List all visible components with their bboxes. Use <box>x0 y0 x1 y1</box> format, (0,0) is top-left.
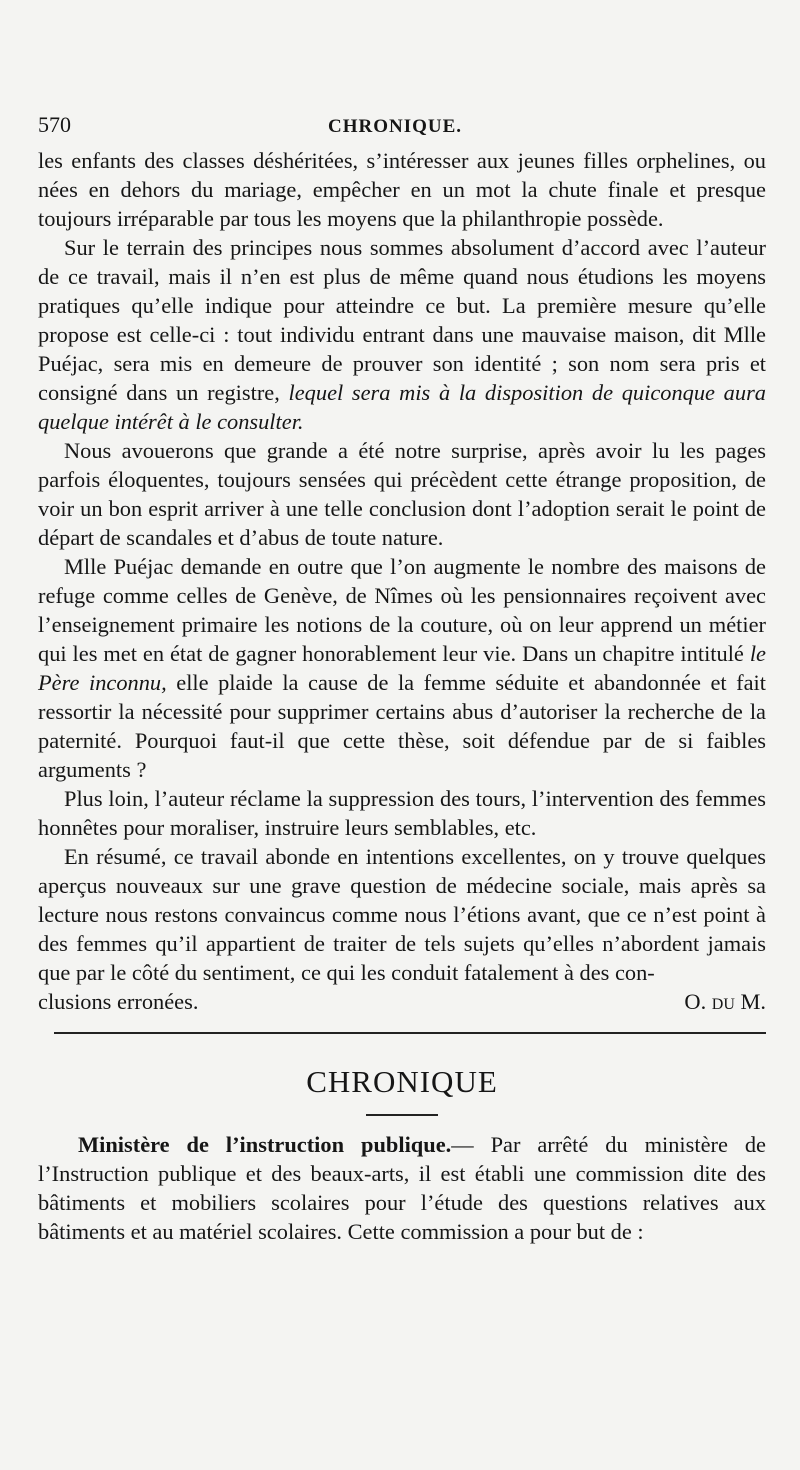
paragraph-4-text-a: Mlle Puéjac demande en outre que l’on augmente le nombre des maisons de refuge comme celles de Genève, de Nîmes où les pensionnaires reçoivent avec l’enseignement primaire les notions de la couture, où on leur apprend un métier qui les met en état de gagner honorablement leur vie. Dans un chapitre intitulé <box>38 554 766 666</box>
separator-rule <box>54 1032 766 1034</box>
paragraph-1: les enfants des classes déshéritées, s’intéresser aux jeunes filles orphelines, ou nées en dehors du mariage, empêcher en un mot la chute finale et presque toujours irréparable par tous les moyens que la philanthropie possède. <box>38 148 766 231</box>
paragraph-2-text: Sur le terrain des principes nous sommes absolument d’accord avec l’auteur de ce travail, mais il n’en est plus de même quand nous étudions les moyens pratiques qu’elle indique pour atteindre ce but. La première mesure qu’elle propose est celle-ci : tout individu entrant dans une mauvaise maison, dit Mlle Puéjac, sera mis en demeure de prouver son identité ; son nom sera pris et consigné dans un registre, <box>38 235 766 405</box>
signature-line <box>38 987 766 1016</box>
signature: O. du M. <box>684 989 766 1014</box>
news-text: — Par arrêté du ministère de l’Instruction publique et des beaux-arts, il est établi une commission dite des bâtiments et mobiliers scolaires pour l’étude des questions relatives aux bâtiments et au matériel scolaires. Cette commission a pour but de : <box>38 1132 766 1244</box>
article-body <box>38 146 766 1016</box>
paragraph-5: Plus loin, l’auteur réclame la suppression des tours, l’intervention des femmes honnêtes pour moraliser, instruire leurs semblables, etc. <box>38 786 766 840</box>
paragraph-4-text-b: elle plaide la cause de la femme séduite et abandonnée et fait ressortir la nécessité pour supprimer certains abus d’autoriser la recherche de la paternité. Pourquoi faut-il que cette thèse, soit défendue par de si faibles arguments ? <box>38 670 766 782</box>
paragraph-3: Nous avouerons que grande a été notre surprise, après avoir lu les pages parfois éloquentes, toujours sensées qui précèdent cette étrange proposition, de voir un bon esprit arriver à une telle conclusion dont l’adoption serait le point de départ de scandales et d’abus de toute nature. <box>38 438 766 550</box>
news-item <box>38 1130 766 1246</box>
news-paragraph <box>38 1130 766 1246</box>
title-underline <box>366 1114 438 1116</box>
paragraph-4 <box>38 552 766 784</box>
paragraph-2-italic: lequel sera mis à la disposition de quiconque aura quelque intérêt à le consulter. <box>38 380 766 434</box>
paragraph-6: En résumé, ce travail abonde en intentions excellentes, on y trouve quelques aperçus nouveaux sur une grave question de médecine sociale, mais après sa lecture nous restons convaincus comme nous l’étions avant, que ce n’est point à des femmes qu’il appartient de traiter de tels sujets qu’elles n’abordent jamais que par le côté du sentiment, ce qui les conduit fatalement à des con- <box>38 844 766 985</box>
running-header <box>38 112 766 146</box>
section-title: CHRONIQUE <box>306 1064 498 1099</box>
paragraph-2 <box>38 233 766 436</box>
running-title: CHRONIQUE. <box>328 116 463 137</box>
news-lead: Ministère de l’instruction publique. <box>78 1132 452 1157</box>
paragraph-4-italic: le Père inconnu, <box>38 641 766 695</box>
paragraph-6-last-line: clusions erronées. <box>38 989 199 1014</box>
page-number: 570 <box>38 112 71 137</box>
